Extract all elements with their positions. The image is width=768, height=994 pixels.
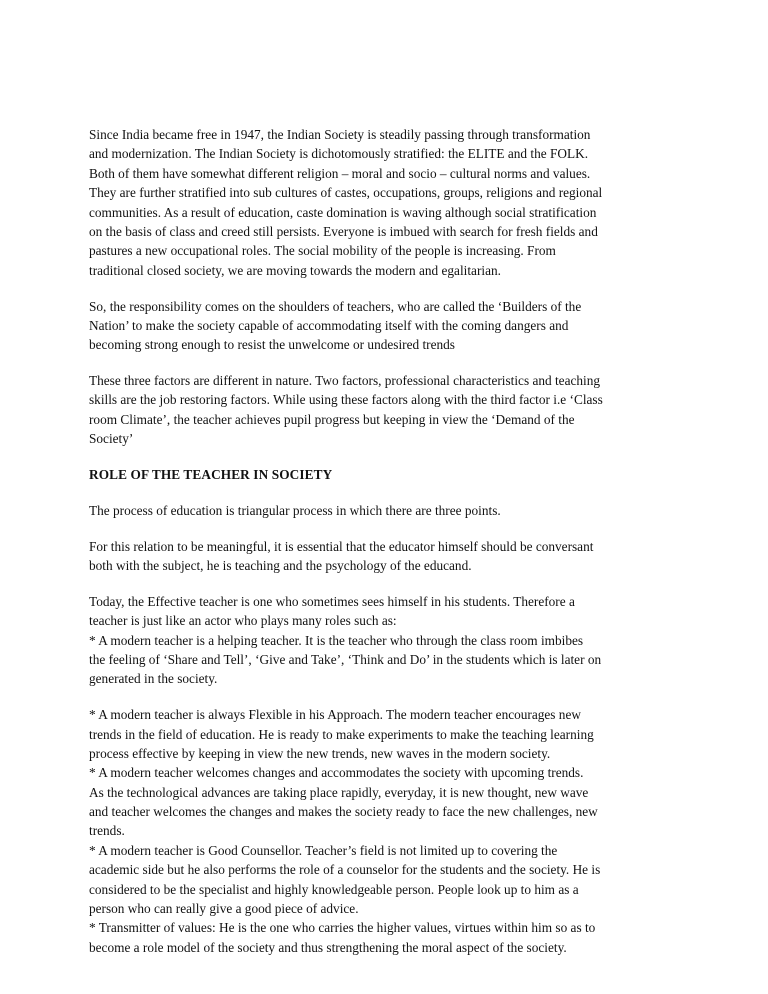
text-line: pastures a new occupational roles. The social mobility of the people is increasing. From <box>89 243 556 259</box>
text-line: The process of education is triangular process in which there are three points. <box>89 502 501 518</box>
text-line: generated in the society. <box>89 671 218 687</box>
text-line: As the technological advances are taking place rapidly, everyday, it is new thought, new wave <box>89 784 589 800</box>
text-line: Since India became free in 1947, the Indian Society is steadily passing through transformation <box>89 127 591 142</box>
text-line: Both of them have somewhat different religion – moral and socio – cultural norms and values. <box>89 165 591 181</box>
paragraph-factors <box>89 371 679 449</box>
heading-role-of-teacher: ROLE OF THE TEACHER IN SOCIETY <box>89 467 333 483</box>
text-line: considered to be the specialist and highly knowledgeable person. People look up to him as a <box>89 881 579 897</box>
text-line: Today, the Effective teacher is one who sometimes sees himself in his students. Therefore a <box>89 593 575 609</box>
text-line: process effective by keeping in view the new trends, new waves in the modern society. <box>89 745 551 761</box>
text-line: * A modern teacher is a helping teacher. It is the teacher who through the class room imbibes <box>89 632 584 648</box>
text-line: on the basis of class and creed still persists. Everyone is imbued with search for fresh fields and <box>89 223 598 239</box>
text-line: teacher is just like an actor who plays many roles such as: <box>89 613 397 629</box>
text-line: Society’ <box>89 431 134 447</box>
text-line: * Transmitter of values: He is the one who carries the higher values, virtues within him so as to <box>89 920 596 936</box>
text-line: They are further stratified into sub cultures of castes, occupations, groups, religions and regional <box>89 185 603 201</box>
text-line: * A modern teacher is always Flexible in his Approach. The modern teacher encourages new <box>89 707 581 723</box>
text-line: For this relation to be meaningful, it is essential that the educator himself should be conversant <box>89 538 594 554</box>
paragraph-intro <box>89 125 679 280</box>
text-line: become a role model of the society and thus strengthening the moral aspect of the society. <box>89 939 567 955</box>
paragraph-effective-teacher <box>89 592 679 689</box>
text-line: academic side but he also performs the role of a counselor for the students and the society. He is <box>89 862 601 878</box>
text-line: trends. <box>89 823 125 839</box>
text-line: Nation’ to make the society capable of accommodating itself with the coming dangers and <box>89 317 569 333</box>
text-line: both with the subject, he is teaching and the psychology of the educand. <box>89 557 472 573</box>
text-line: room Climate’, the teacher achieves pupil progress but keeping in view the ‘Demand of the <box>89 411 575 427</box>
text-line: the feeling of ‘Share and Tell’, ‘Give and Take’, ‘Think and Do’ in the students which is later on <box>89 651 602 667</box>
paragraph-teacher-roles <box>89 705 679 957</box>
text-line: and teacher welcomes the changes and makes the society ready to face the new challenges, new <box>89 804 598 820</box>
paragraph-relation <box>89 537 679 576</box>
text-line: These three factors are different in nature. Two factors, professional characteristics and teaching <box>89 373 601 389</box>
paragraph-process <box>89 501 679 520</box>
paragraph-responsibility <box>89 297 679 355</box>
document-page <box>89 125 679 957</box>
text-line: * A modern teacher welcomes changes and accommodates the society with upcoming trends. <box>89 765 584 781</box>
text-line: becoming strong enough to resist the unwelcome or undesired trends <box>89 337 455 353</box>
section-heading <box>89 465 679 484</box>
text-line: traditional closed society, we are moving towards the modern and egalitarian. <box>89 262 501 278</box>
text-line: trends in the field of education. He is ready to make experiments to make the teaching learning <box>89 726 594 742</box>
text-line: skills are the job restoring factors. While using these factors along with the third factor i.e ‘Class <box>89 392 603 408</box>
text-line: and modernization. The Indian Society is dichotomously stratified: the ELITE and the FOLK. <box>89 146 589 162</box>
text-line: communities. As a result of education, caste domination is waving although social stratification <box>89 204 597 220</box>
text-line: person who can really give a good piece of advice. <box>89 901 359 917</box>
text-line: * A modern teacher is Good Counsellor. Teacher’s field is not limited up to covering the <box>89 842 558 858</box>
text-line: So, the responsibility comes on the shoulders of teachers, who are called the ‘Builders of the <box>89 298 582 314</box>
